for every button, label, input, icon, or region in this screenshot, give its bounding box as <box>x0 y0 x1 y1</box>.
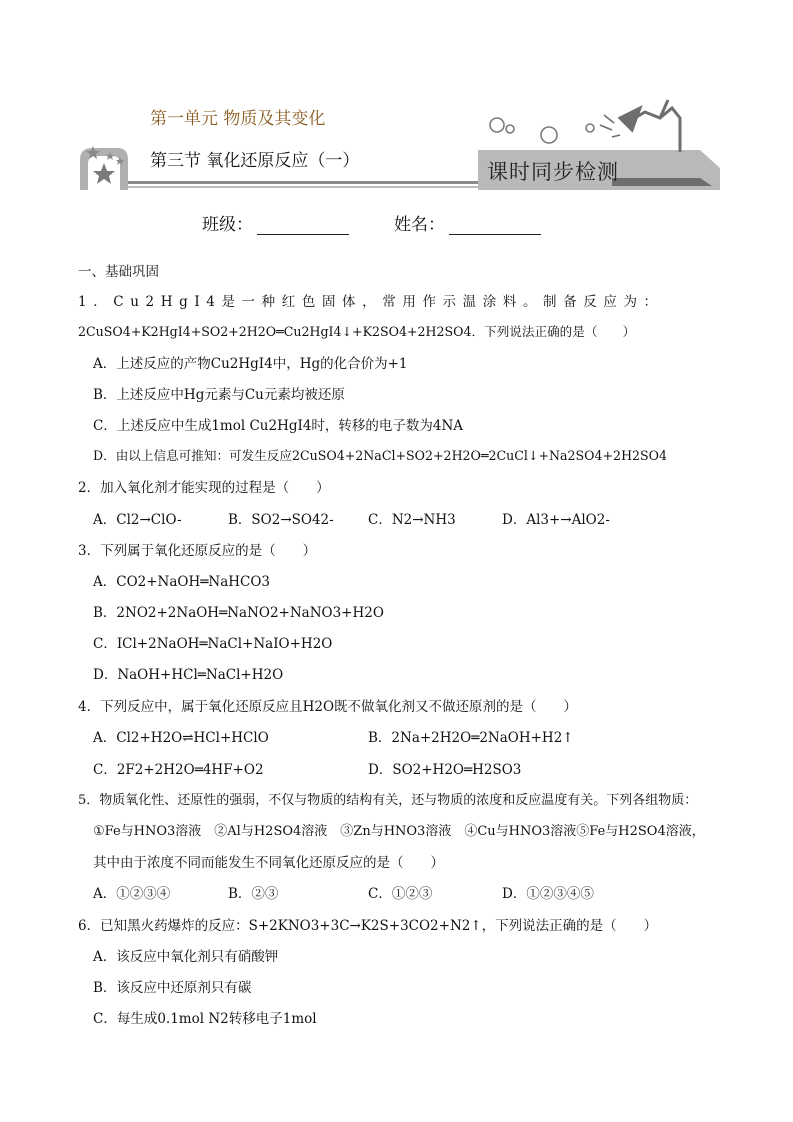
q4-option-b: B．2Na+2H2O═2NaOH+H2↑ <box>368 730 574 746</box>
bubble-icons <box>490 118 594 143</box>
q5-stem-line3: 其中由于浓度不同而能发生不同氧化还原反应的是（ ） <box>93 855 444 871</box>
q1-stem-line1: 1．Cu2HgI4是一种红色固体，常用作示温涂料。制备反应为： <box>78 294 664 310</box>
q1-option-a: A．上述反应的产物Cu2HgI4中，Hg的化合价为+1 <box>93 356 408 372</box>
q5-option-c: C．①②③ <box>368 886 433 902</box>
q5-option-a: A．①②③④ <box>93 886 171 902</box>
desk-lamp-icon <box>600 100 680 152</box>
name-field <box>394 210 541 235</box>
q3-option-c: C．ICl+2NaOH═NaCl+NaIO+H2O <box>93 636 333 652</box>
name-blank[interactable] <box>449 217 541 235</box>
q3-option-b: B．2NO2+2NaOH═NaNO2+NaNO3+H2O <box>93 605 384 621</box>
name-label: 姓名： <box>394 215 445 235</box>
star-badge-icon <box>80 146 128 190</box>
header-graphics <box>0 0 793 200</box>
q5-option-b: B．②③ <box>228 886 279 902</box>
q2-option-c: C．N2→NH3 <box>368 512 456 528</box>
banner-label: 课时同步检测 <box>487 160 619 184</box>
q2-stem: 2．加入氧化剂才能实现的过程是（ ） <box>78 480 330 496</box>
class-blank[interactable] <box>257 217 349 235</box>
part-heading: 一、基础巩固 <box>78 264 159 280</box>
q1-option-d: D．由以上信息可推知：可发生反应2CuSO4+2NaCl+SO2+2H2O═2CuCl↓+Na2SO4+2H2SO4 <box>93 448 668 463</box>
q2-option-b: B．SO2→SO42- <box>228 512 334 528</box>
q2-option-d: D．Al3+→AlO2- <box>502 512 610 528</box>
q2-option-a: A．Cl2→ClO- <box>93 512 182 528</box>
q5-stem-line2: ①Fe与HNO3溶液 ②Al与H2SO4溶液 ③Zn与HNO3溶液 ④Cu与HNO3溶液⑤Fe与H2SO4溶液， <box>93 824 705 839</box>
q4-option-a: A．Cl2+H2O⇌HCl+HClO <box>93 730 269 746</box>
q5-stem-line1: 5．物质氧化性、还原性的强弱，不仅与物质的结构有关，还与物质的浓度和反应温度有关。下列各组物质： <box>78 793 698 808</box>
q1-stem-line2: 2CuSO4+K2HgI4+SO2+2H2O═Cu2HgI4↓+K2SO4+2H2SO4．下列说法正确的是（ ） <box>78 324 636 339</box>
q4-option-c: C．2F2+2H2O═4HF+O2 <box>93 762 264 778</box>
class-field <box>202 210 349 235</box>
q5-option-d: D．①②③④⑤ <box>502 886 594 902</box>
q3-stem: 3．下列属于氧化还原反应的是（ ） <box>78 543 317 559</box>
q6-stem: 6．已知黑火药爆炸的反应：S+2KNO3+3C→K2S+3CO2+N2↑，下列说法正确的是（ ） <box>78 918 658 934</box>
unit-title: 第一单元 物质及其变化 <box>150 109 326 129</box>
q4-option-d: D．SO2+H2O═H2SO3 <box>368 762 522 778</box>
q1-option-b: B．上述反应中Hg元素与Cu元素均被还原 <box>93 387 345 403</box>
q3-option-d: D．NaOH+HCl═NaCl+H2O <box>93 667 284 683</box>
q3-option-a: A．CO2+NaOH═NaHCO3 <box>93 574 270 590</box>
class-label: 班级： <box>202 215 253 235</box>
q1-option-c: C．上述反应中生成1mol Cu2HgI4时，转移的电子数为4NA <box>93 418 464 434</box>
q6-option-a: A．该反应中氧化剂只有硝酸钾 <box>93 949 279 965</box>
q4-stem: 4．下列反应中，属于氧化还原反应且H2O既不做氧化剂又不做还原剂的是（ ） <box>78 699 578 715</box>
section-title: 第三节 氧化还原反应（一） <box>150 151 360 171</box>
q6-option-c: C．每生成0.1mol N2转移电子1mol <box>93 1011 317 1027</box>
q6-option-b: B．该反应中还原剂只有碳 <box>93 980 252 996</box>
